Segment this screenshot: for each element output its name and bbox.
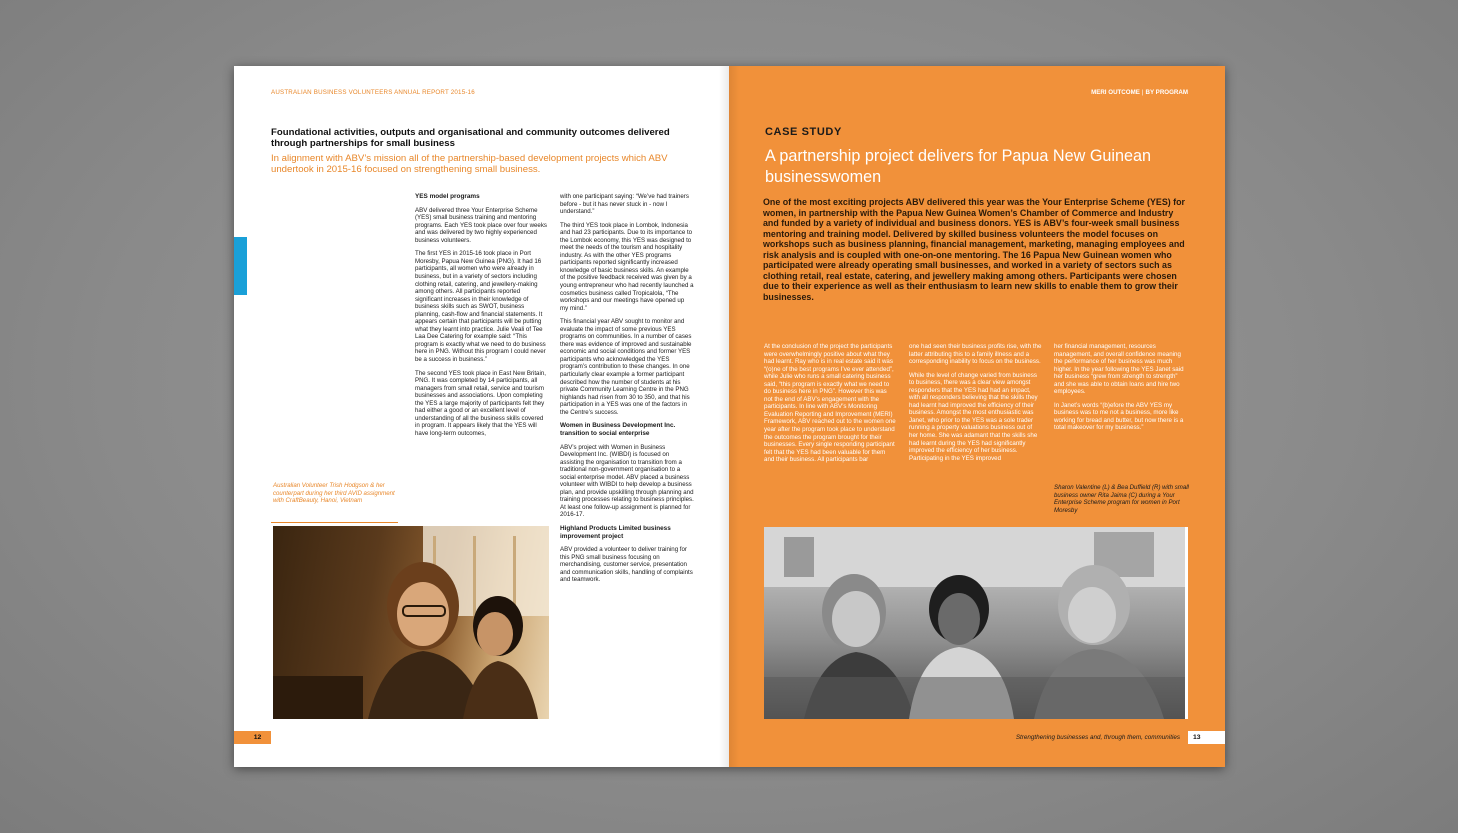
paragraph: The first YES in 2015-16 took place in Port Moresby, Papua New Guinea (PNG). It had 16 participants, all women who were already in business, but in a variety of sectors including clothing retail, catering, and jewellery-making among others. All participants reported significant increases in their knowledge of business skills such as SWOT, business planning, cash-flow and financial statements. It appears certain that participants will be putting what they learnt into practice. Julie Veali of Tee Laa Dee Catering for example said: “This program is exactly what we need to do business here in PNG. Without this program I could never be a success in business.” bbox=[415, 250, 546, 363]
paragraph: This financial year ABV sought to monitor and evaluate the impact of some previous YES programs on communities. In a number of cases there was evidence of improved and sustainable economic and social conditions and former YES participants who acknowledged the YES program’s contribution to these changes. In one particularly clear example a former participant described how the number of students at his private Community Learning Centre in the PNG highlands had risen from 30 to 350, and that his participation in a YES was one of the factors in the Centre’s success. bbox=[560, 318, 692, 416]
running-header-separator: | bbox=[1141, 89, 1144, 96]
paragraph: her financial management, resources management, and overall confidence meaning the performance of her business was much higher. In the year following the YES Janet said her business “grew from strength to strength” and she was able to obtain loans and hire two employees. bbox=[1054, 343, 1184, 396]
paragraph: In Janet’s words “(b)efore the ABV YES my business was to me not a business, more like working for bread and butter, but now there is a total makeover for my business.” bbox=[1054, 401, 1184, 432]
page-subtitle: In alignment with ABV’s mission all of the partnership-based development projects which ABV undertook in 2015-16 focused on strengthening small business. bbox=[271, 153, 668, 175]
case-study-title: A partnership project delivers for Papua New Guinean businesswomen bbox=[765, 147, 1152, 186]
paragraph: with one participant saying: “We’ve had trainers before - but it has never stuck in - now I understand.” bbox=[560, 193, 689, 216]
case-study-kicker: CASE STUDY bbox=[765, 126, 842, 138]
paragraph: At the conclusion of the project the participants were overwhelmingly positive about what they had learnt. Ray who is in real estate said it was “(o)ne of the best programs I’ve ever attended”, while Julie who runs a small catering business said, “this program is exactly what we need to do business here in PNG”. However this was not the end of ABV’s engagement with the participants. In line with ABV’s Monitoring Evaluation Reporting and Improvement (MERI) Framework, ABV reached out to the women one year after the program took place to understand the outcomes the program brought for their businesses. Every single responding participant felt that the YES had been valuable for them and their business. All participants bar bbox=[764, 343, 896, 464]
page-footer: Strengthening businesses and, through them, communities bbox=[1015, 734, 1180, 741]
text-column-3 bbox=[1054, 343, 1189, 438]
paragraph: The second YES took place in East New Britain, PNG. It was completed by 14 participants, all managers from small retail, service and tourism businesses and associations. Upon completing the YES a large majority of participants felt they had either a good or an excellent level of understanding of all the business skills covered in program. It appears likely that the YES will have long-term outcomes, bbox=[415, 369, 546, 437]
paragraph: ABV delivered three Your Enterprise Scheme (YES) small business training and mentoring programs. Each YES took place over four weeks and was delivered by two highly experienced business volunteers. bbox=[415, 206, 547, 244]
participants-photo bbox=[764, 527, 1185, 719]
page-number bbox=[1188, 731, 1225, 744]
photo-caption: Australian Volunteer Trish Hodgson & her counterpart during her third AVID assignment with CraftBeauty, Hanoi, Vietnam bbox=[273, 482, 395, 505]
caption-rule bbox=[271, 522, 398, 523]
running-header: AUSTRALIAN BUSINESS VOLUNTEERS ANNUAL REPORT 2015-16 bbox=[271, 89, 475, 96]
right-page bbox=[729, 66, 1225, 767]
participants-photo-illustration bbox=[764, 527, 1185, 719]
paragraph: one had seen their business profits rise, with the latter attributing this to a family illness and a corresponding inability to focus on the business. bbox=[909, 343, 1042, 366]
left-page bbox=[234, 66, 729, 767]
running-header-section: MERI OUTCOME bbox=[1091, 89, 1140, 96]
text-column-2 bbox=[909, 343, 1042, 468]
section-heading: Highland Products Limited business improvement project bbox=[560, 524, 671, 540]
paragraph: ABV provided a volunteer to deliver training for this PNG small business focusing on merchandising, customer service, presentation and communication skills, handling of complaints and teamwork. bbox=[560, 546, 693, 584]
page-number bbox=[234, 731, 271, 744]
page-number-text: 12 bbox=[253, 734, 262, 741]
case-study-intro: One of the most exciting projects ABV delivered this year was the Your Enterprise Scheme (YES) for women, in partnership with the Papua New Guinea Women’s Chamber of Commerce and Industry and funded by a variety of individual and business donors. YES is ABV’s four-week small business mentoring and training model. Delivered by skilled business volunteers the model focuses on workshops such as business planning, financial management, marketing, managing employees and risk analysis and is coupled with one-on-one mentoring. The 16 Papua New Guinean women who participated were already operating small businesses, and worked in a variety of sectors such as clothing retail, real estate, catering, and jewellery making among others. Participants were chosen due to their experience as well as their enthusiasm to learn new skills to enable them to grow their businesses. bbox=[763, 197, 1186, 302]
text-column-2 bbox=[560, 193, 694, 590]
running-header bbox=[1091, 89, 1188, 96]
page-title: Foundational activities, outputs and organisational and community outcomes delivered through partnerships for small business bbox=[271, 127, 670, 149]
volunteer-photo-illustration bbox=[273, 526, 549, 719]
text-column-1 bbox=[764, 343, 897, 470]
section-heading: Women in Business Development Inc. transition to social enterprise bbox=[560, 422, 676, 437]
report-spread bbox=[234, 66, 1225, 767]
page-number-text: 13 bbox=[1193, 734, 1201, 741]
section-heading: YES model programs bbox=[415, 193, 480, 200]
volunteer-photo bbox=[273, 526, 549, 719]
section-tab bbox=[234, 237, 247, 295]
paragraph: While the level of change varied from business to business, there was a clear view amongst responders that the YES had had an impact, with all responders believing that the skills they had learnt had improved the efficiency of their business. Amongst the most enthusiastic was Janet, who prior to the YES was a sole trader running a property valuations business out of her home. She was adamant that the skills she had learnt during the YES had significantly improved the efficiency of her business. Participating in the YES improved bbox=[909, 371, 1038, 462]
photo-border bbox=[1185, 527, 1188, 719]
text-column-1 bbox=[415, 193, 547, 443]
paragraph: The third YES took place in Lombok, Indonesia and had 23 participants. Due to its importance to the Lombok economy, this YES was designed to meet the needs of the tourism and hospitality industry. As with the other YES programs participants reported significantly increased knowledge of basic business skills. An example of the positive feedback received was given by a young entrepreneur who had recently launched a cosmetics business called Tropicalola, “The workshops and our meetings have opened up my mind.” bbox=[560, 221, 694, 312]
running-header-subsection: BY PROGRAM bbox=[1145, 89, 1188, 96]
photo-caption: Sharon Valentine (L) & Bea Duffield (R) with small business owner Rita Jaima (C) during a Your Enterprise Scheme program for women in Port Moresby bbox=[1054, 484, 1189, 514]
paragraph: ABV’s project with Women in Business Development Inc. (WIBDI) is focused on assisting the organisation to transition from a traditional non-government organisation to a social enterprise model. ABV placed a business volunteer with WIBDI to help develop a business plan, and provide upskilling through planning and training processes relating to business principles. At least one follow-up assignment is planned for 2016-17. bbox=[560, 443, 694, 519]
